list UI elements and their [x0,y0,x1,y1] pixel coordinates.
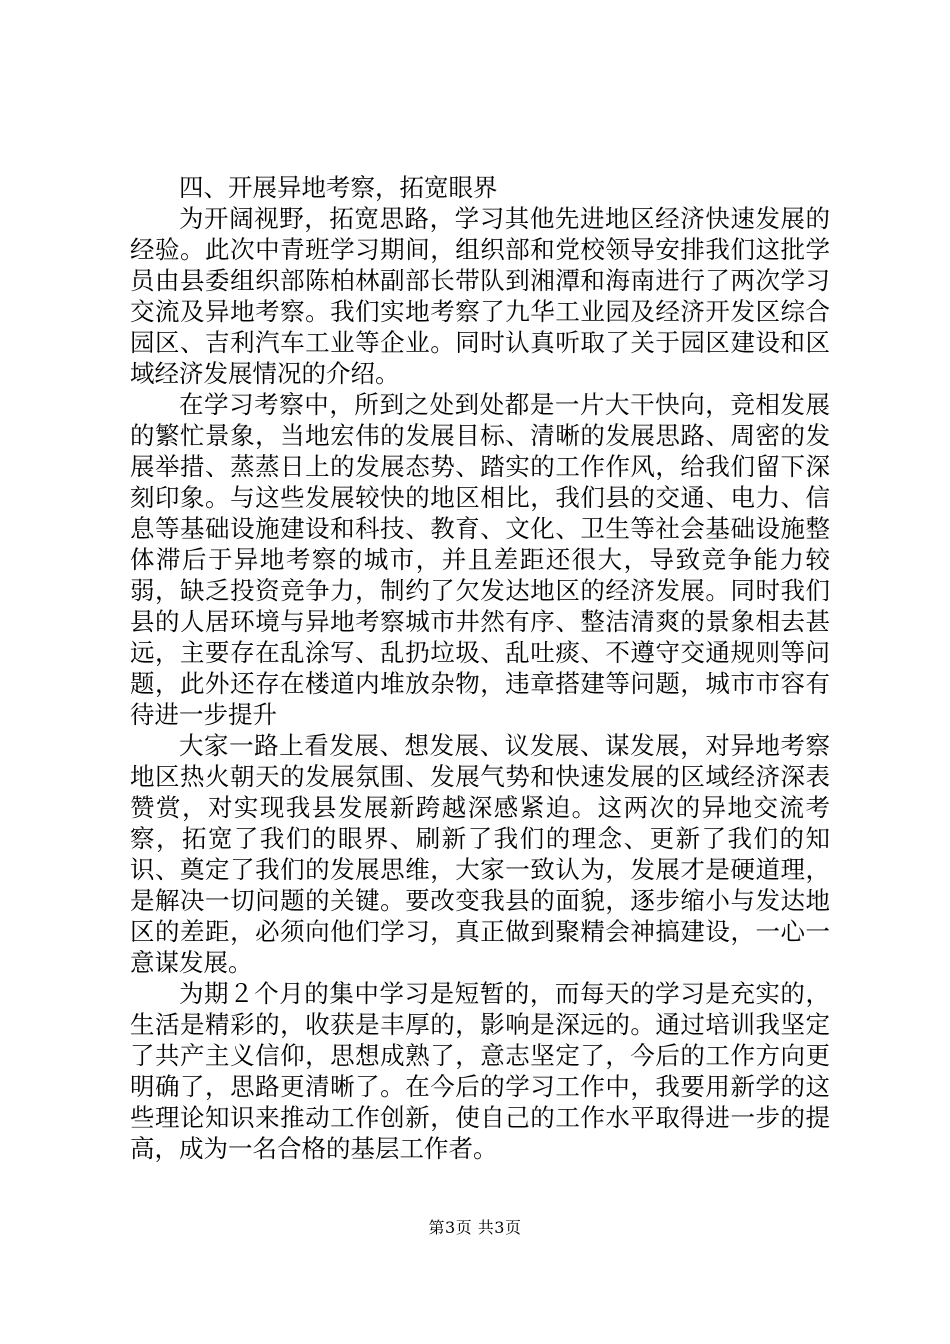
page-footer: 第3页 共3页 [428,1218,522,1237]
paragraph-3: 大家一路上看发展、想发展、议发展、谋发展，对异地考察地区热火朝天的发展氛围、发展气势和快速发展的区域经济深表赞赏，对实现我县发展新跨越深感紧迫。这两次的异地交流考察，拓宽了我们的眼界、刷新了我们的理念、更新了我们的知识、奠定了我们的发展思维，大家一致认为，发展才是硬道理，是解决一切问题的关键。要改变我县的面貌，逐步缩小与发达地区的差距，必须向他们学习，真正做到聚精会神搞建设，一心一意谋发展。 [130,731,830,977]
paragraph-2: 在学习考察中，所到之处到处都是一片大干快向，竞相发展的繁忙景象，当地宏伟的发展目标、清晰的发展思路、周密的发展举措、蒸蒸日上的发展态势、踏实的工作作风，给我们留下深刻印象。与这些发展较快的地区相比，我们县的交通、电力、信息等基础设施建设和科技、教育、文化、卫生等社会基础设施整体滞后于异地考察的城市，并且差距还很大，导致竞争能力较弱，缺乏投资竞争力，制约了欠发达地区的经济发展。同时我们县的人居环境与异地考察城市井然有序、整洁清爽的景象相去甚远，主要存在乱涂写、乱扔垃圾、乱吐痰、不遵守交通规则等问题，此外还存在楼道内堆放杂物，违章搭建等问题，城市市容有待进一步提升 [130,390,830,729]
paragraph-4: 为期２个月的集中学习是短暂的，而每天的学习是充实的，生活是精彩的，收获是丰厚的，影响是深远的。通过培训我坚定了共产主义信仰，思想成熟了，意志坚定了，今后的工作方向更明确了，思路更清晰了。在今后的学习工作中，我要用新学的这些理论知识来推动工作创新，使自己的工作水平取得进一步的提高，成为一名合格的基层工作者。 [130,979,830,1163]
document-body [130,172,830,1164]
section-heading: 四、开展异地考察，拓宽眼界 [179,173,498,202]
paragraph-1: 为开阔视野，拓宽思路，学习其他先进地区经济快速发展的经验。此次中青班学习期间，组织部和党校领导安排我们这批学员由县委组织部陈柏林副部长带队到湘潭和海南进行了两次学习交流及异地考察。我们实地考察了九华工业园及经济开发区综合园区、吉利汽车工业等企业。同时认真听取了关于园区建设和区域经济发展情况的介绍。 [130,204,830,388]
